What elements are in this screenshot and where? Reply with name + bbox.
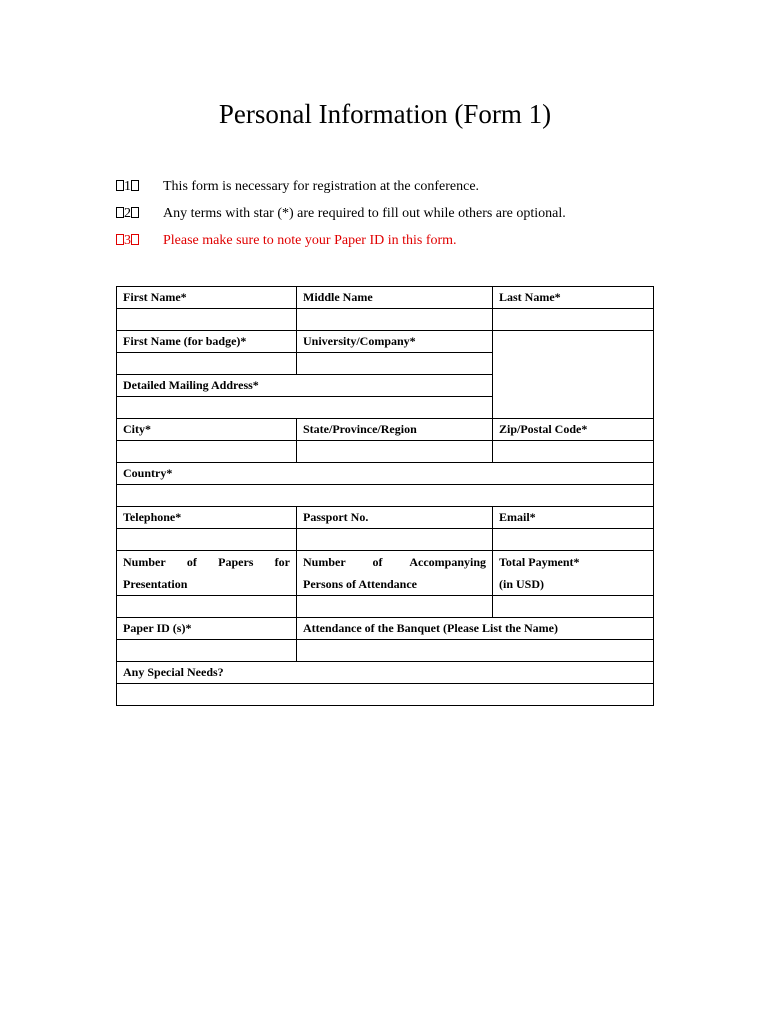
telephone-field[interactable]: [117, 529, 297, 551]
bracket-close-glyph: [131, 180, 139, 191]
total-payment-label: Total Payment* (in USD): [493, 551, 654, 596]
bracket-close-glyph: [131, 207, 139, 218]
note-number-3: 3: [116, 232, 156, 250]
middle-name-label: Middle Name: [297, 287, 493, 309]
middle-name-field[interactable]: [297, 309, 493, 331]
num-papers-field[interactable]: [117, 596, 297, 618]
badge-name-field[interactable]: [117, 353, 297, 375]
state-label: State/Province/Region: [297, 419, 493, 441]
page-title: Personal Information (Form 1): [218, 99, 552, 129]
note-text-2: Any terms with star (*) are required to fill out while others are optional.: [163, 206, 566, 221]
passport-label: Passport No.: [297, 507, 493, 529]
passport-field[interactable]: [297, 529, 493, 551]
paper-id-field[interactable]: [117, 640, 297, 662]
total-payment-field[interactable]: [493, 596, 654, 618]
email-field[interactable]: [493, 529, 654, 551]
mailing-address-label: Detailed Mailing Address*: [117, 375, 493, 397]
country-label: Country*: [117, 463, 654, 485]
note-text-3: Please make sure to note your Paper ID in this form.: [163, 233, 457, 248]
num-persons-label: Number of Accompanying Persons of Attendance: [297, 551, 493, 596]
blank-cell: [493, 331, 654, 419]
bracket-open-glyph: [116, 234, 124, 245]
special-needs-label: Any Special Needs?: [117, 662, 654, 684]
mailing-address-field[interactable]: [117, 397, 493, 419]
note-number-2: 2: [116, 205, 156, 223]
note-number-1: 1: [116, 178, 156, 196]
banquet-label: Attendance of the Banquet (Please List the Name): [297, 618, 654, 640]
first-name-label: First Name*: [117, 287, 297, 309]
university-label: University/Company*: [297, 331, 493, 353]
country-field[interactable]: [117, 485, 654, 507]
last-name-label: Last Name*: [493, 287, 654, 309]
bracket-close-glyph: [131, 234, 139, 245]
first-name-field[interactable]: [117, 309, 297, 331]
email-label: Email*: [493, 507, 654, 529]
registration-form-table: [116, 286, 654, 706]
telephone-label: Telephone*: [117, 507, 297, 529]
zip-field[interactable]: [493, 441, 654, 463]
badge-name-label: First Name (for badge)*: [117, 331, 297, 353]
bracket-open-glyph: [116, 207, 124, 218]
city-label: City*: [117, 419, 297, 441]
num-papers-label: Number of Papers for Presentation: [117, 551, 297, 596]
zip-label: Zip/Postal Code*: [493, 419, 654, 441]
bracket-open-glyph: [116, 180, 124, 191]
state-field[interactable]: [297, 441, 493, 463]
university-field[interactable]: [297, 353, 493, 375]
paper-id-label: Paper ID (s)*: [117, 618, 297, 640]
special-needs-field[interactable]: [117, 684, 654, 706]
banquet-field[interactable]: [297, 640, 654, 662]
num-persons-field[interactable]: [297, 596, 493, 618]
last-name-field[interactable]: [493, 309, 654, 331]
note-text-1: This form is necessary for registration at the conference.: [163, 179, 480, 194]
city-field[interactable]: [117, 441, 297, 463]
